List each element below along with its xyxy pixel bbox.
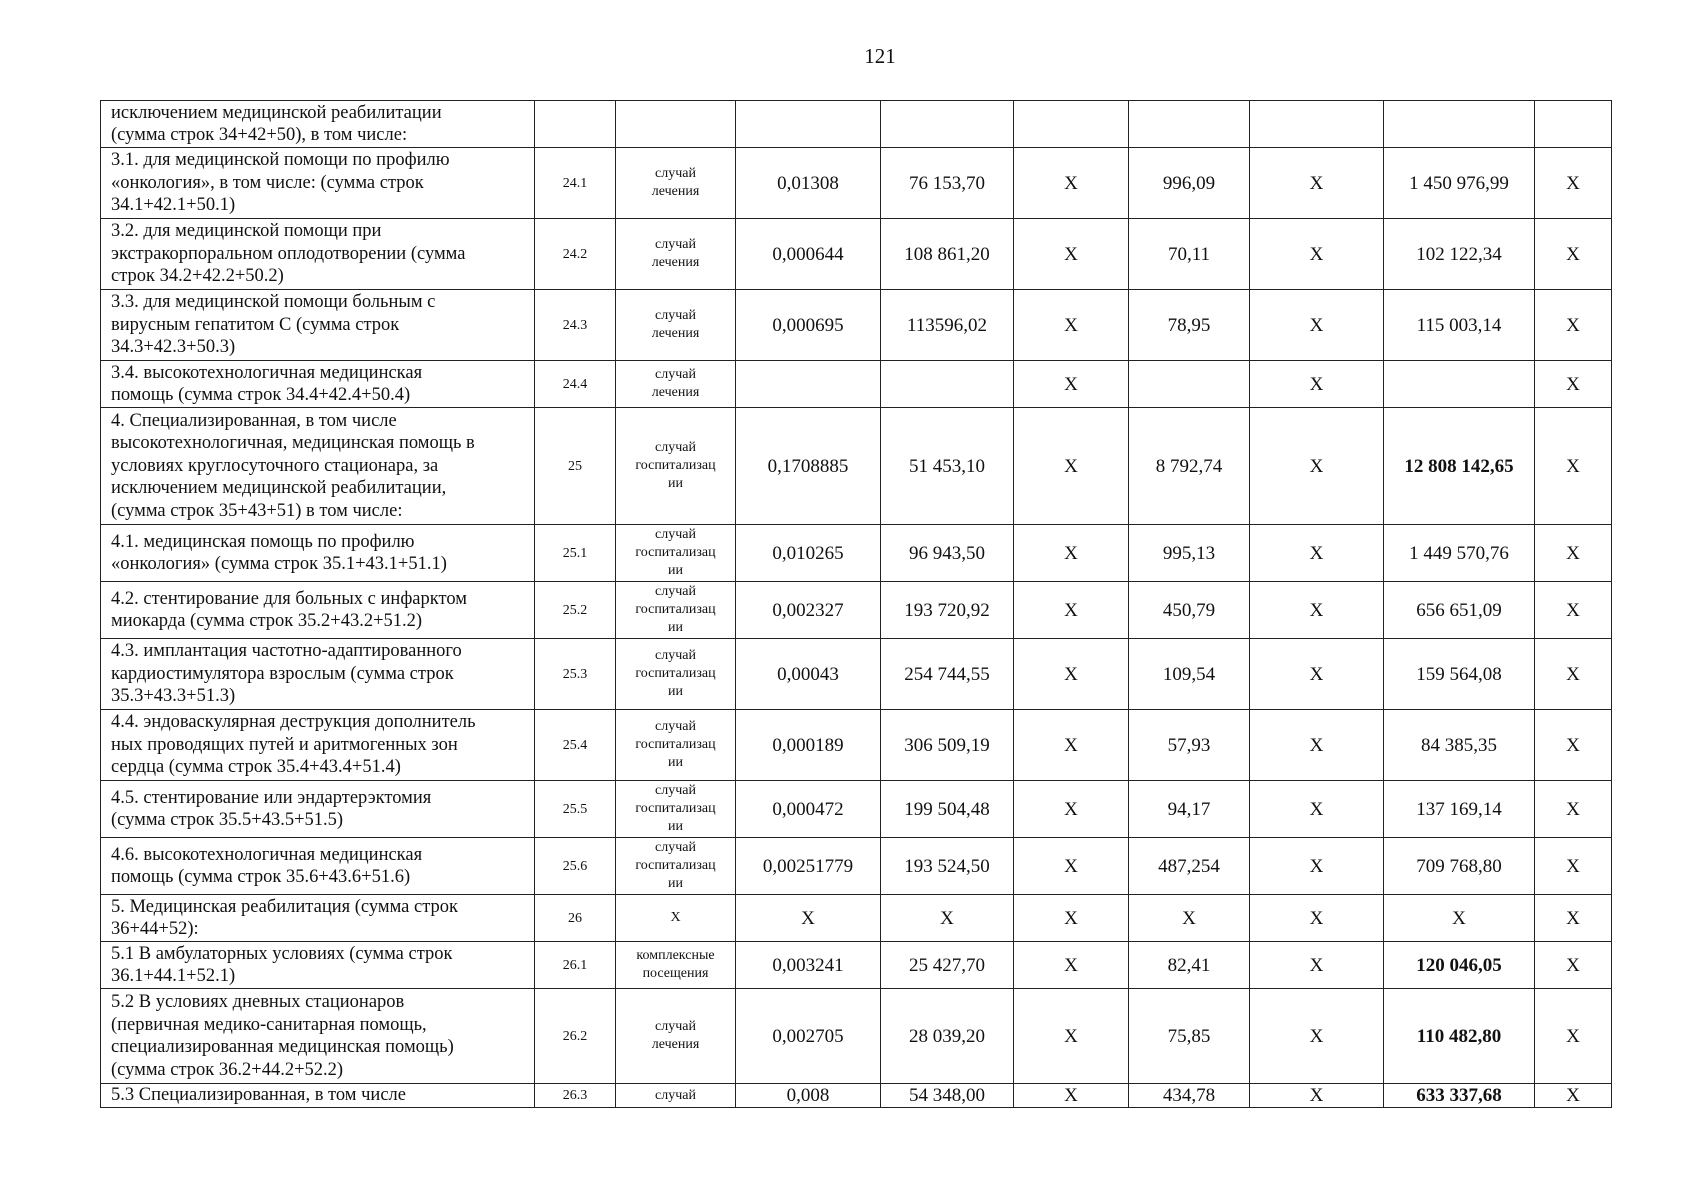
row-name-cell: 5.1 В амбулаторных условиях (сумма строк 36.1+44.1+52.1) xyxy=(101,942,535,989)
row-col7-cell: 78,95 xyxy=(1129,290,1250,361)
row-name-cell: 4.2. стентирование для больных с инфарктом миокарда (сумма строк 35.2+43.2+51.2) xyxy=(101,582,535,639)
table-row xyxy=(101,148,1612,219)
row-unit-cell: случай госпитализац ии xyxy=(616,838,736,895)
row-col6-cell: Х xyxy=(1014,361,1129,408)
row-col8-cell: Х xyxy=(1250,525,1384,582)
row-col7-cell: Х xyxy=(1129,895,1250,942)
row-name-cell: 4.5. стентирование или эндартерэктомия (сумма строк 35.5+43.5+51.5) xyxy=(101,781,535,838)
row-norm-cell: 0,002705 xyxy=(736,989,881,1084)
row-col10-cell: Х xyxy=(1535,639,1612,710)
row-norm-cell xyxy=(736,101,881,148)
row-norm-cell: 0,000644 xyxy=(736,219,881,290)
row-col6-cell: Х xyxy=(1014,942,1129,989)
table-row xyxy=(101,838,1612,895)
row-total-cell: 137 169,14 xyxy=(1384,781,1535,838)
row-col6-cell: Х xyxy=(1014,1084,1129,1108)
row-col7-cell: 109,54 xyxy=(1129,639,1250,710)
row-name-cell: исключением медицинской реабилитации (сумма строк 34+42+50), в том числе: xyxy=(101,101,535,148)
row-code-cell: 25.3 xyxy=(535,639,616,710)
row-col8-cell: Х xyxy=(1250,895,1384,942)
row-col10-cell: Х xyxy=(1535,525,1612,582)
table-row xyxy=(101,361,1612,408)
row-col8-cell: Х xyxy=(1250,710,1384,781)
row-code-cell: 25.4 xyxy=(535,710,616,781)
table-row xyxy=(101,219,1612,290)
row-total-cell: 1 449 570,76 xyxy=(1384,525,1535,582)
row-col6-cell xyxy=(1014,101,1129,148)
page-number: 121 xyxy=(864,44,896,68)
row-col7-cell: 70,11 xyxy=(1129,219,1250,290)
row-total-cell: 120 046,05 xyxy=(1384,942,1535,989)
row-norm-cell: 0,000189 xyxy=(736,710,881,781)
row-name-cell: 3.3. для медицинской помощи больным с вирусным гепатитом С (сумма строк 34.3+42.3+50.3) xyxy=(101,290,535,361)
row-name-cell: 4.1. медицинская помощь по профилю «онкология» (сумма строк 35.1+43.1+51.1) xyxy=(101,525,535,582)
row-col10-cell: Х xyxy=(1535,989,1612,1084)
row-col10-cell: Х xyxy=(1535,710,1612,781)
table-row xyxy=(101,525,1612,582)
row-col10-cell: Х xyxy=(1535,895,1612,942)
row-cost-cell xyxy=(881,361,1014,408)
row-code-cell: 25 xyxy=(535,408,616,525)
row-col10-cell: Х xyxy=(1535,290,1612,361)
row-code-cell: 25.2 xyxy=(535,582,616,639)
row-col8-cell: Х xyxy=(1250,781,1384,838)
row-col8-cell: Х xyxy=(1250,1084,1384,1108)
row-col8-cell: Х xyxy=(1250,148,1384,219)
row-unit-cell: случай госпитализац ии xyxy=(616,710,736,781)
row-unit-cell: случай лечения xyxy=(616,989,736,1084)
row-unit-cell: случай лечения xyxy=(616,219,736,290)
row-name-cell: 5.3 Специализированная, в том числе xyxy=(101,1084,535,1108)
row-norm-cell: 0,01308 xyxy=(736,148,881,219)
table-row xyxy=(101,1084,1612,1108)
row-cost-cell: 108 861,20 xyxy=(881,219,1014,290)
row-col7-cell: 8 792,74 xyxy=(1129,408,1250,525)
row-col8-cell: Х xyxy=(1250,942,1384,989)
row-unit-cell: случай лечения xyxy=(616,290,736,361)
row-unit-cell xyxy=(616,101,736,148)
row-total-cell xyxy=(1384,101,1535,148)
row-norm-cell: 0,00251779 xyxy=(736,838,881,895)
row-cost-cell: 193 720,92 xyxy=(881,582,1014,639)
row-total-cell: 84 385,35 xyxy=(1384,710,1535,781)
row-cost-cell: 96 943,50 xyxy=(881,525,1014,582)
row-col10-cell: Х xyxy=(1535,361,1612,408)
row-col8-cell: Х xyxy=(1250,989,1384,1084)
row-code-cell: 25.6 xyxy=(535,838,616,895)
row-cost-cell: Х xyxy=(881,895,1014,942)
row-col6-cell: Х xyxy=(1014,148,1129,219)
row-name-cell: 3.2. для медицинской помощи при экстракорпоральном оплодотворении (сумма строк 34.2+42.2+50.2) xyxy=(101,219,535,290)
row-code-cell: 26 xyxy=(535,895,616,942)
row-total-cell: 709 768,80 xyxy=(1384,838,1535,895)
row-col10-cell xyxy=(1535,101,1612,148)
row-col7-cell: 94,17 xyxy=(1129,781,1250,838)
row-col6-cell: Х xyxy=(1014,895,1129,942)
row-unit-cell: случай госпитализац ии xyxy=(616,639,736,710)
row-norm-cell: 0,002327 xyxy=(736,582,881,639)
row-norm-cell: 0,1708885 xyxy=(736,408,881,525)
row-col6-cell: Х xyxy=(1014,710,1129,781)
row-unit-cell: комплексные посещения xyxy=(616,942,736,989)
row-name-cell: 4.6. высокотехнологичная медицинская помощь (сумма строк 35.6+43.6+51.6) xyxy=(101,838,535,895)
row-col7-cell: 75,85 xyxy=(1129,989,1250,1084)
financial-norms-table xyxy=(100,100,1612,1108)
row-cost-cell: 199 504,48 xyxy=(881,781,1014,838)
row-total-cell: 633 337,68 xyxy=(1384,1084,1535,1108)
row-col6-cell: Х xyxy=(1014,838,1129,895)
table-row xyxy=(101,895,1612,942)
row-code-cell: 24.3 xyxy=(535,290,616,361)
row-unit-cell: случай госпитализац ии xyxy=(616,781,736,838)
row-col8-cell: Х xyxy=(1250,582,1384,639)
row-col6-cell: Х xyxy=(1014,989,1129,1084)
row-unit-cell: случай госпитализац ии xyxy=(616,408,736,525)
row-unit-cell: случай лечения xyxy=(616,148,736,219)
table-row xyxy=(101,639,1612,710)
row-total-cell: 102 122,34 xyxy=(1384,219,1535,290)
row-norm-cell: 0,008 xyxy=(736,1084,881,1108)
table-row xyxy=(101,290,1612,361)
row-code-cell: 25.1 xyxy=(535,525,616,582)
row-name-cell: 4.4. эндоваскулярная деструкция дополнитель ных проводящих путей и аритмогенных зон сердца (сумма строк 35.4+43.4+51.4) xyxy=(101,710,535,781)
row-unit-cell: случай госпитализац ии xyxy=(616,525,736,582)
row-col8-cell: Х xyxy=(1250,219,1384,290)
row-code-cell xyxy=(535,101,616,148)
row-norm-cell: 0,010265 xyxy=(736,525,881,582)
row-total-cell: 12 808 142,65 xyxy=(1384,408,1535,525)
table-row xyxy=(101,408,1612,525)
row-col10-cell: Х xyxy=(1535,219,1612,290)
row-total-cell: 1 450 976,99 xyxy=(1384,148,1535,219)
row-unit-cell: случай лечения xyxy=(616,361,736,408)
row-cost-cell: 254 744,55 xyxy=(881,639,1014,710)
row-col8-cell: Х xyxy=(1250,408,1384,525)
row-cost-cell: 193 524,50 xyxy=(881,838,1014,895)
row-code-cell: 24.2 xyxy=(535,219,616,290)
row-col10-cell: Х xyxy=(1535,1084,1612,1108)
row-cost-cell: 54 348,00 xyxy=(881,1084,1014,1108)
row-name-cell: 3.4. высокотехнологичная медицинская помощь (сумма строк 34.4+42.4+50.4) xyxy=(101,361,535,408)
table-row xyxy=(101,710,1612,781)
row-total-cell: Х xyxy=(1384,895,1535,942)
row-col6-cell: Х xyxy=(1014,639,1129,710)
row-col8-cell: Х xyxy=(1250,838,1384,895)
row-unit-cell: случай xyxy=(616,1084,736,1108)
row-name-cell: 4.3. имплантация частотно-адаптированного кардиостимулятора взрослым (сумма строк 35.3+43.3+51.3) xyxy=(101,639,535,710)
row-col7-cell: 996,09 xyxy=(1129,148,1250,219)
row-cost-cell: 306 509,19 xyxy=(881,710,1014,781)
row-code-cell: 26.3 xyxy=(535,1084,616,1108)
row-cost-cell: 25 427,70 xyxy=(881,942,1014,989)
row-col6-cell: Х xyxy=(1014,219,1129,290)
row-col10-cell: Х xyxy=(1535,838,1612,895)
row-norm-cell: 0,000695 xyxy=(736,290,881,361)
row-norm-cell: 0,000472 xyxy=(736,781,881,838)
row-col10-cell: Х xyxy=(1535,148,1612,219)
row-col8-cell xyxy=(1250,101,1384,148)
row-name-cell: 4. Специализированная, в том числе высокотехнологичная, медицинская помощь в условиях круглосуточного стационара, за исключением медицинской реабилитации, (сумма строк 35+43+51) в том числе: xyxy=(101,408,535,525)
row-col7-cell: 995,13 xyxy=(1129,525,1250,582)
row-col7-cell: 450,79 xyxy=(1129,582,1250,639)
row-col6-cell: Х xyxy=(1014,290,1129,361)
row-code-cell: 24.4 xyxy=(535,361,616,408)
row-col7-cell xyxy=(1129,101,1250,148)
row-norm-cell: Х xyxy=(736,895,881,942)
row-name-cell: 5.2 В условиях дневных стационаров (первичная медико-санитарная помощь, специализированная медицинская помощь) (сумма строк 36.2+44.2+52.2) xyxy=(101,989,535,1084)
row-unit-cell: Х xyxy=(616,895,736,942)
table-row xyxy=(101,942,1612,989)
row-total-cell: 159 564,08 xyxy=(1384,639,1535,710)
row-code-cell: 26.2 xyxy=(535,989,616,1084)
table-row xyxy=(101,101,1612,148)
row-col6-cell: Х xyxy=(1014,525,1129,582)
row-cost-cell: 113596,02 xyxy=(881,290,1014,361)
row-col7-cell: 82,41 xyxy=(1129,942,1250,989)
row-code-cell: 24.1 xyxy=(535,148,616,219)
row-cost-cell xyxy=(881,101,1014,148)
row-code-cell: 26.1 xyxy=(535,942,616,989)
row-name-cell: 3.1. для медицинской помощи по профилю «онкология», в том числе: (сумма строк 34.1+42.1+50.1) xyxy=(101,148,535,219)
row-cost-cell: 28 039,20 xyxy=(881,989,1014,1084)
table-row xyxy=(101,582,1612,639)
row-col10-cell: Х xyxy=(1535,582,1612,639)
row-col6-cell: Х xyxy=(1014,582,1129,639)
row-total-cell: 110 482,80 xyxy=(1384,989,1535,1084)
table-row xyxy=(101,781,1612,838)
row-name-cell: 5. Медицинская реабилитация (сумма строк 36+44+52): xyxy=(101,895,535,942)
row-total-cell xyxy=(1384,361,1535,408)
row-total-cell: 115 003,14 xyxy=(1384,290,1535,361)
row-col7-cell: 487,254 xyxy=(1129,838,1250,895)
row-col6-cell: Х xyxy=(1014,408,1129,525)
row-norm-cell: 0,00043 xyxy=(736,639,881,710)
row-col7-cell xyxy=(1129,361,1250,408)
row-unit-cell: случай госпитализац ии xyxy=(616,582,736,639)
row-col10-cell: Х xyxy=(1535,781,1612,838)
row-col6-cell: Х xyxy=(1014,781,1129,838)
row-code-cell: 25.5 xyxy=(535,781,616,838)
row-col8-cell: Х xyxy=(1250,290,1384,361)
row-total-cell: 656 651,09 xyxy=(1384,582,1535,639)
row-cost-cell: 76 153,70 xyxy=(881,148,1014,219)
row-col7-cell: 434,78 xyxy=(1129,1084,1250,1108)
row-col8-cell: Х xyxy=(1250,361,1384,408)
table-row xyxy=(101,989,1612,1084)
row-norm-cell: 0,003241 xyxy=(736,942,881,989)
row-col10-cell: Х xyxy=(1535,408,1612,525)
row-cost-cell: 51 453,10 xyxy=(881,408,1014,525)
row-col7-cell: 57,93 xyxy=(1129,710,1250,781)
row-col10-cell: Х xyxy=(1535,942,1612,989)
row-col8-cell: Х xyxy=(1250,639,1384,710)
row-norm-cell xyxy=(736,361,881,408)
